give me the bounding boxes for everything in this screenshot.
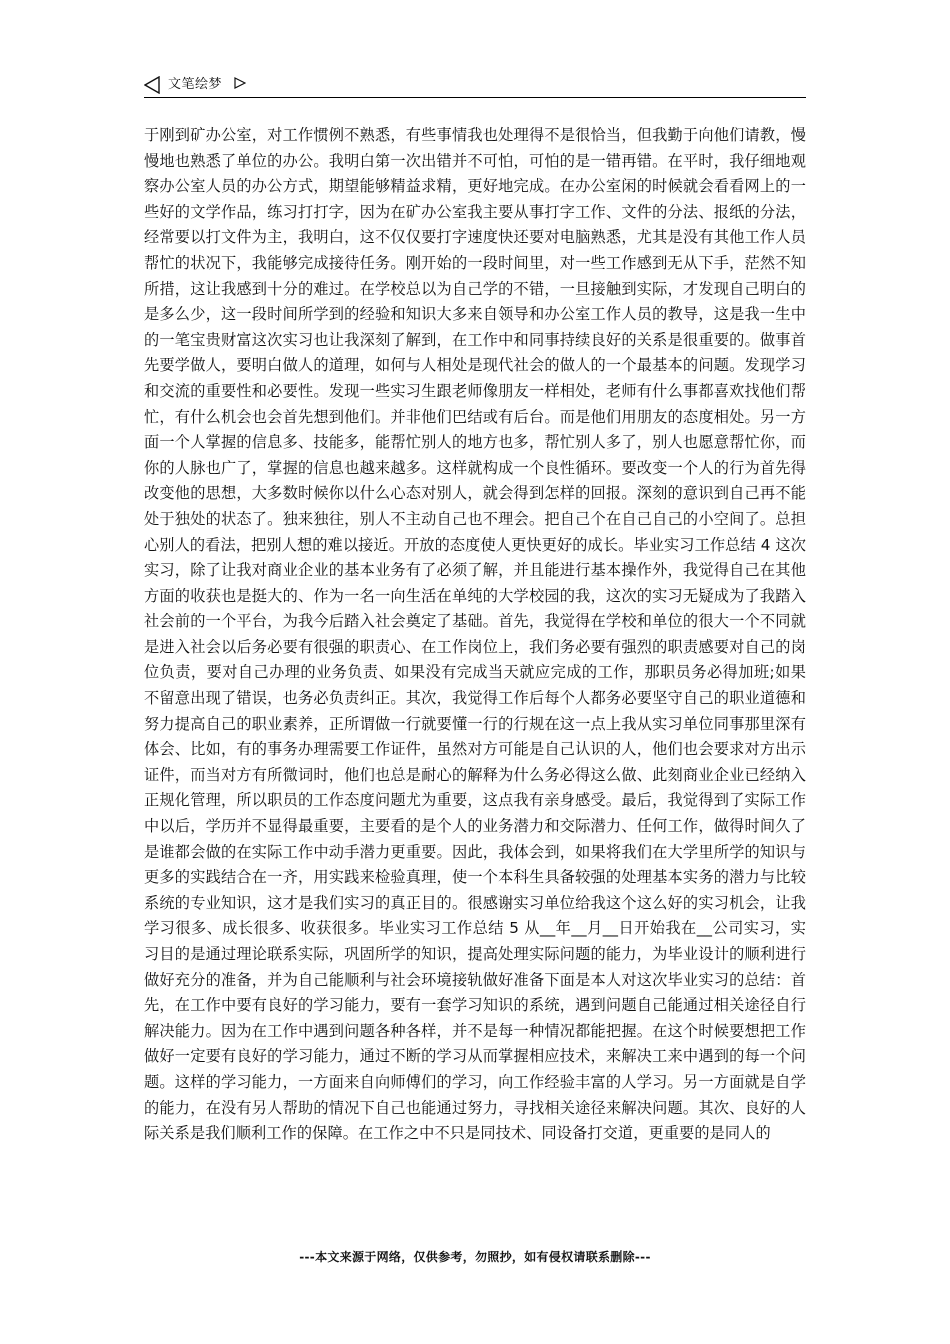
header-divider <box>144 97 806 98</box>
footer-notice: ---本文来源于网络，仅供参考，勿照抄，如有侵权请联系删除--- <box>299 1250 651 1264</box>
page-header <box>144 74 806 98</box>
body-paragraph: 于刚到矿办公室，对工作惯例不熟悉，有些事情我也处理得不是很恰当，但我勤于向他们请教，慢慢地也熟悉了单位的办公。我明白第一次出错并不可怕，可怕的是一错再错。在平时，我仔细地观察办公室人员的办公方式，期望能够精益求精，更好地完成。在办公室闲的时候就会看看网上的一些好的文学作品，练习打打字，因为在矿办公室我主要从事打字工作、文件的分法、报纸的分法，经常要以打文件为主，我明白，这不仅仅要打字速度快还要对电脑熟悉，尤其是没有其他工作人员帮忙的状况下，我能够完成接待任务。刚开始的一段时间里，对一些工作感到无从下手，茫然不知所措，这让我感到十分的难过。在学校总以为自己学的不错，一旦接触到实际，才发现自己明白的是多么少，这一段时间所学到的经验和知识大多来自领导和办公室工作人员的教导，这是我一生中的一笔宝贵财富这次实习也让我深刻了解到，在工作中和同事持续良好的关系是很重要的。做事首先要学做人，要明白做人的道理，如何与人相处是现代社会的做人的一个最基本的问题。发现学习和交流的重要性和必要性。发现一些实习生跟老师像朋友一样相处，老师有什么事都喜欢找他们帮忙，有什么机会也会首先想到他们。并非他们巴结或有后台。而是他们用朋友的态度相处。另一方面一个人掌握的信息多、技能多，能帮忙别人的地方也多，帮忙别人多了，别人也愿意帮忙你，而你的人脉也广了，掌握的信息也越来越多。这样就构成一个良性循环。要改变一个人的行为首先得改变他的思想，大多数时候你以什么心态对别人，就会得到怎样的回报。深刻的意识到自己再不能处于独处的状态了。独来独往，别人不主动自己也不理会。把自己个在自己自己的小空间了。总担心别人的看法，把别人想的难以接近。开放的态度使人更快更好的成长。毕业实习工作总结 4 这次实习，除了让我对商业企业的基本业务有了必须了解，并且能进行基本操作外，我觉得自己在其他方面的收获也是挺大的、作为一名一向生活在单纯的大学校园的我，这次的实习无疑成为了我踏入社会前的一个平台，为我今后踏入社会奠定了基础。首先，我觉得在学校和单位的很大一个不同就是进入社会以后务必要有很强的职责心、在工作岗位上，我们务必要有强烈的职责感要对自己的岗位负责，要对自己办理的业务负责、如果没有完成当天就应完成的工作，那职员务必得加班;如果不留意出现了错误，也务必负责纠正。其次，我觉得工作后每个人都务必要坚守自己的职业道德和努力提高自己的职业素养，正所谓做一行就要懂一行的行规在这一点上我从实习单位同事那里深有体会、比如，有的事务办理需要工作证件，虽然对方可能是自己认识的人，他们也会要求对方出示证件，而当对方有所微词时，他们也总是耐心的解释为什么务必得这么做、此刻商业企业已经纳入正规化管理，所以职员的工作态度问题尤为重要，这点我有亲身感受。最后，我觉得到了实际工作中以后，学历并不显得最重要，主要看的是个人的业务潜力和交际潜力、任何工作，做得时间久了是谁都会做的在实际工作中动手潜力更重要。因此，我体会到，如果将我们在大学里所学的知识与更多的实践结合在一齐，用实践来检验真理，使一个本科生具备较强的处理基本实务的潜力与比较系统的专业知识，这才是我们实习的真正目的。很感谢实习单位给我这个这么好的实习机会，让我学习很多、成长很多、收获很多。毕业实习工作总结 5 从__年__月__日开始我在__公司实习，实习目的是通过理论联系实际，巩固所学的知识，提高处理实际问题的能力，为毕业设计的顺利进行做好充分的准备，并为自己能顺利与社会环境接轨做好准备下面是本人对这次毕业实习的总结：首先，在工作中要有良好的学习能力，要有一套学习知识的系统，遇到问题自己能通过相关途径自行解决能力。因为在工作中遇到问题各种各样，并不是每一种情况都能把握。在这个时候要想把工作做好一定要有良好的学习能力，通过不断的学习从而掌握相应技术，来解决工来中遇到的每一个问题。这样的学习能力，一方面来自向师傅们的学习，向工作经验丰富的人学习。另一方面就是自学的能力，在没有另人帮助的情况下自己也能通过努力，寻找相关途径来解决问题。其次、良好的人际关系是我们顺利工作的保障。在工作之中不只是同技术、同设备打交道，更重要的是同人的 <box>144 126 806 1143</box>
triangle-left-outline-icon <box>144 76 160 94</box>
triangle-right-outline-icon <box>234 77 246 89</box>
header-title: 文笔绘梦 <box>168 77 223 92</box>
